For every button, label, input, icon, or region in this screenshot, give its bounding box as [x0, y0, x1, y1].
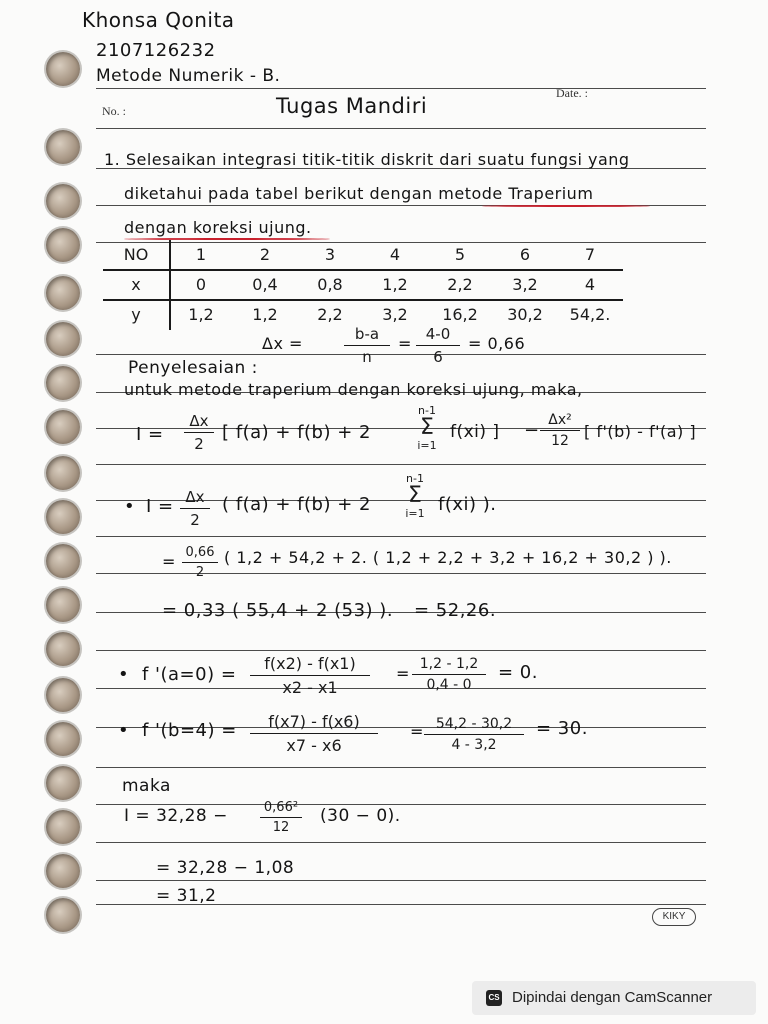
- binder-hole: [46, 632, 80, 666]
- table-cell: 1,2: [188, 305, 214, 324]
- final-term: (30 − 0).: [320, 806, 401, 826]
- fraction-bar: [180, 508, 210, 509]
- step3-result: = 52,26.: [414, 600, 497, 621]
- camscanner-text: Dipindai dengan CamScanner: [512, 989, 713, 1006]
- fraction-denominator: x7 - x6: [286, 736, 342, 755]
- table-header-row: [103, 240, 623, 270]
- student-id: 2107126232: [96, 40, 216, 61]
- camscanner-logo-icon: CS: [486, 990, 502, 1006]
- binder-hole: [46, 322, 80, 356]
- binder-hole: [46, 544, 80, 578]
- table-header-cell: 7: [584, 245, 596, 264]
- brand-logo: KIKY: [652, 908, 696, 926]
- bullet: •: [118, 720, 130, 741]
- table-cell: 0,4: [252, 275, 278, 294]
- bullet: •: [124, 496, 136, 517]
- binder-hole: [46, 456, 80, 490]
- correction-term: [ f'(b) - f'(a) ]: [584, 422, 697, 441]
- maka-label: maka: [122, 776, 171, 796]
- binder-hole: [46, 500, 80, 534]
- final-step-2: = 32,28 − 1,08: [156, 858, 295, 878]
- step1-fraction: [180, 488, 210, 529]
- fraction-numerator: b-a: [354, 325, 380, 343]
- binder-hole: [46, 410, 80, 444]
- ruled-line: [96, 842, 706, 843]
- table-header-cell: 2: [259, 245, 271, 264]
- fraction-bar: [344, 345, 390, 346]
- fraction-denominator: 0,4 - 0: [426, 677, 472, 693]
- table-cell: 0: [195, 275, 207, 294]
- binder-hole: [46, 722, 80, 756]
- table-cell: 3,2: [512, 275, 538, 294]
- fraction-bar: [182, 562, 218, 563]
- delta-x-result: = 0,66: [468, 334, 526, 353]
- fb-fraction-values: [424, 716, 524, 753]
- fraction-denominator: 6: [433, 348, 443, 366]
- table-cell: 4: [584, 275, 596, 294]
- solution-label: Penyelesaian :: [128, 358, 258, 378]
- fraction-bar: [540, 430, 580, 431]
- fraction-denominator: 12: [551, 433, 569, 449]
- fraction-bar: [260, 817, 302, 818]
- final-lhs: I = 32,28 −: [124, 806, 228, 826]
- fa-fraction: [250, 654, 370, 697]
- no-label: No. :: [102, 104, 126, 118]
- fraction-bar: [250, 675, 370, 676]
- camscanner-watermark: [472, 981, 756, 1015]
- table-header-cell: 5: [454, 245, 466, 264]
- table-header-cell: 4: [389, 245, 401, 264]
- delta-fraction-1: [344, 325, 390, 366]
- table-cell: 16,2: [442, 305, 478, 324]
- ruled-line: [96, 804, 706, 805]
- fraction-denominator: 2: [194, 435, 204, 453]
- binder-hole: [46, 854, 80, 888]
- question-line-1: 1. Selesaikan integrasi titik-titik diskrit dari suatu fungsi yang: [104, 150, 630, 169]
- page-title: Tugas Mandiri: [276, 94, 428, 118]
- table-cell: 0,8: [317, 275, 343, 294]
- formula-summation: [412, 404, 442, 452]
- final-answer: = 31,2: [156, 886, 217, 906]
- fraction-numerator: Δx: [189, 412, 209, 430]
- step1-summation: [400, 472, 430, 520]
- red-underline: [482, 205, 650, 207]
- summation-lower: i=1: [417, 439, 437, 452]
- table-cell: 1,2: [382, 275, 408, 294]
- binder-hole: [46, 766, 80, 800]
- table-cell: 30,2: [507, 305, 543, 324]
- step1-lhs: I =: [146, 496, 174, 517]
- table-row-label: y: [131, 305, 141, 324]
- fraction-numerator: f(x7) - f(x6): [268, 712, 360, 731]
- fa-lhs: f '(a=0) =: [142, 664, 237, 685]
- table-divider: [169, 240, 171, 330]
- equals-sign: =: [398, 334, 412, 353]
- binder-hole: [46, 130, 80, 164]
- binder-hole: [46, 52, 80, 86]
- fraction-numerator: Δx²: [548, 412, 572, 428]
- course-name: Metode Numerik - B.: [96, 66, 281, 86]
- table-row-label: x: [131, 275, 141, 294]
- fraction-denominator: 2: [190, 511, 200, 529]
- fa-fraction-values: [412, 656, 486, 693]
- fb-result: = 30.: [536, 718, 588, 739]
- table-cell: 2,2: [447, 275, 473, 294]
- question-line-2: diketahui pada tabel berikut dengan metode Traperium: [124, 184, 594, 203]
- fa-result: = 0.: [498, 662, 538, 683]
- summation-upper: n-1: [406, 472, 424, 485]
- equals-sign: =: [396, 664, 410, 683]
- fraction-denominator: 2: [195, 565, 205, 580]
- fraction-denominator: x2 - x1: [282, 678, 338, 697]
- fraction-numerator: 1,2 - 1,2: [419, 656, 479, 672]
- fraction-bar: [416, 345, 460, 346]
- table-header-cell: 6: [519, 245, 531, 264]
- fraction-numerator: Δx: [185, 488, 205, 506]
- ruled-line: [96, 536, 706, 537]
- fraction-bar: [250, 733, 378, 734]
- correction-fraction: [540, 412, 580, 449]
- final-fraction: [260, 800, 302, 835]
- table-cell: 54,2.: [569, 305, 611, 324]
- fraction-numerator: 54,2 - 30,2: [435, 716, 513, 732]
- fraction-bar: [424, 734, 524, 735]
- solution-intro: untuk metode traperium dengan koreksi ujung, maka,: [124, 380, 583, 399]
- bullet: •: [118, 664, 130, 685]
- ruled-line: [96, 128, 706, 129]
- formula-body: [ f(a) + f(b) + 2: [222, 422, 371, 443]
- summation-lower: i=1: [405, 507, 425, 520]
- binder-hole: [46, 228, 80, 262]
- fraction-denominator: 12: [272, 820, 290, 835]
- date-label: Date. :: [556, 86, 588, 100]
- ruled-line: [96, 354, 706, 355]
- fraction-bar: [412, 674, 486, 675]
- fraction-numerator: 0,66: [185, 545, 215, 560]
- fraction-numerator: 0,66²: [263, 800, 299, 815]
- delta-fraction-2: [416, 325, 460, 366]
- question-line-3: dengan koreksi ujung.: [124, 218, 312, 237]
- binder-hole: [46, 184, 80, 218]
- binder-holes: [46, 48, 86, 948]
- step3-text: = 0,33 ( 55,4 + 2 (53) ).: [162, 600, 394, 621]
- ruled-line: [96, 880, 706, 881]
- table-cell: 3,2: [382, 305, 408, 324]
- fraction-denominator: n: [362, 348, 372, 366]
- ruled-line: [96, 464, 706, 465]
- table-header-cell: NO: [123, 245, 149, 264]
- ruled-line: [96, 88, 706, 89]
- formula-lhs: I =: [136, 424, 164, 445]
- formula-fraction: [184, 412, 214, 453]
- ruled-line: [96, 688, 706, 689]
- fraction-numerator: f(x2) - f(x1): [264, 654, 356, 673]
- step2-fraction: [182, 545, 218, 580]
- step1-term: f(xi) ).: [438, 494, 497, 515]
- data-table: [103, 240, 623, 330]
- table-header-cell: 1: [195, 245, 207, 264]
- summation-symbol: Σ: [420, 415, 434, 440]
- summation-upper: n-1: [418, 404, 436, 417]
- table-cell: 2,2: [317, 305, 343, 324]
- ruled-line: [96, 650, 706, 651]
- formula-minus: −: [524, 420, 540, 441]
- formula-sum-term: f(xi) ]: [450, 422, 500, 442]
- binder-hole: [46, 588, 80, 622]
- table-divider: [103, 269, 623, 271]
- equals-sign: =: [410, 722, 424, 741]
- step1-body: ( f(a) + f(b) + 2: [222, 494, 371, 515]
- table-row-x: [103, 270, 623, 300]
- binder-hole: [46, 898, 80, 932]
- binder-hole: [46, 366, 80, 400]
- delta-x-lhs: Δx =: [262, 334, 303, 353]
- binder-hole: [46, 810, 80, 844]
- fb-fraction: [250, 712, 378, 755]
- step2-body: ( 1,2 + 54,2 + 2. ( 1,2 + 2,2 + 3,2 + 16,2 + 30,2 ) ).: [224, 548, 672, 567]
- table-cell: 1,2: [252, 305, 278, 324]
- student-name: Khonsa Qonita: [82, 8, 235, 32]
- fraction-denominator: 4 - 3,2: [451, 737, 497, 753]
- table-header-cell: 3: [324, 245, 336, 264]
- table-divider: [103, 299, 623, 301]
- fraction-bar: [184, 432, 214, 433]
- fraction-numerator: 4-0: [425, 325, 451, 343]
- binder-hole: [46, 276, 80, 310]
- fb-lhs: f '(b=4) =: [142, 720, 237, 741]
- equals-sign: =: [162, 552, 176, 571]
- summation-symbol: Σ: [408, 483, 422, 508]
- binder-hole: [46, 678, 80, 712]
- ruled-line: [96, 767, 706, 768]
